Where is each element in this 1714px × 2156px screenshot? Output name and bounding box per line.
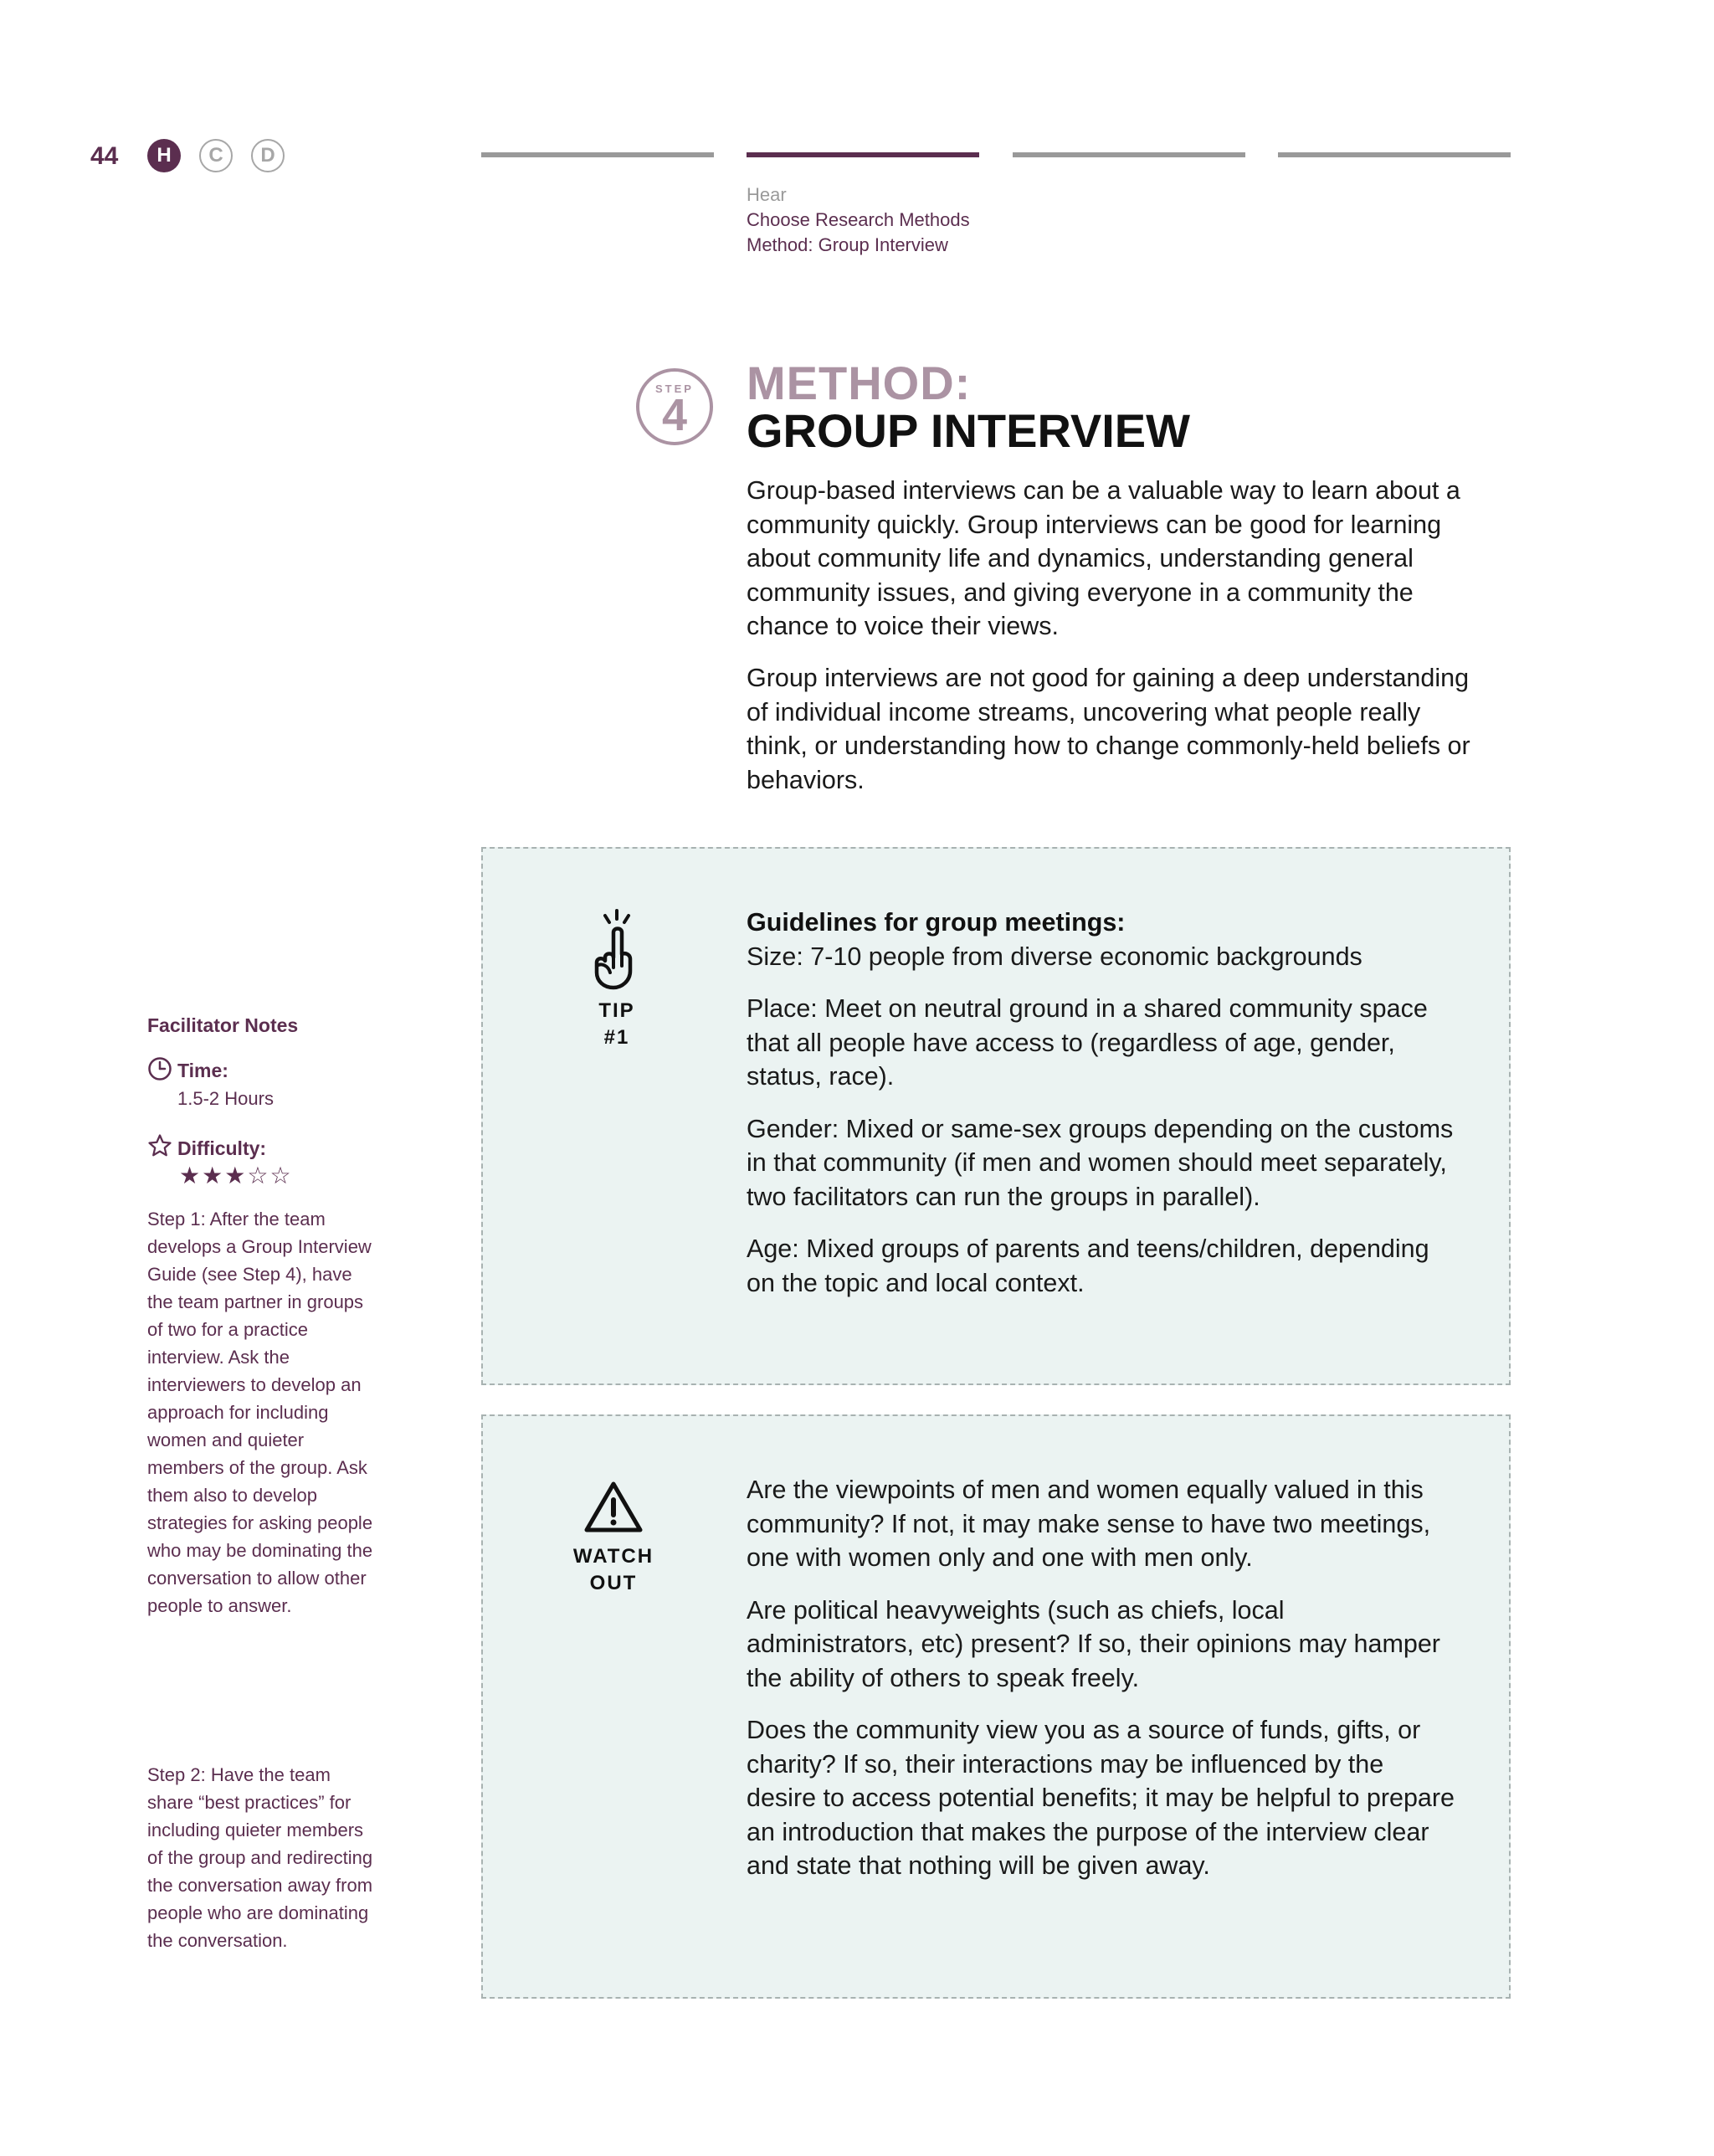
star-empty-icon: ☆ (269, 1163, 291, 1188)
watch-out-paragraph-1: Are the viewpoints of men and women equally valued in this community? If not, it may make sense to have two meetings, one with women only and one with men only. (747, 1476, 1431, 1572)
star-filled-icon: ★ (179, 1163, 201, 1188)
progress-segment-4 (1278, 152, 1511, 157)
tip-label-line2: #1 (603, 1026, 630, 1049)
watch-out-paragraph-2: Are political heavyweights (such as chiefs, local administrators, etc) present? If so, their opinions may hamper the ability of others to speak freely. (747, 1595, 1440, 1692)
hcd-badge-hear: H (147, 139, 181, 172)
facilitator-step-1: Step 1: After the team develops a Group Interview Guide (see Step 4), have the team partner in groups of two for a practice interview. Ask the interviewers to develop an approach for including women and quieter members of the group. Ask them also to develop strategies for asking people who may be dominating the conversation to allow other people to answer. (147, 1209, 373, 1616)
tip-label (558, 998, 675, 1051)
progress-segment-2-active (747, 152, 979, 157)
tip-gender: Gender: Mixed or same-sex groups depending on the customs in that community (if men and women should meet separately, two facilitators can run the groups in parallel). (747, 1114, 1454, 1211)
star-filled-icon: ★ (202, 1163, 223, 1188)
facilitator-step-2: Step 2: Have the team share “best practices” for including quieter members of the group and redirecting the conversation away from people who are dominating the conversation. (147, 1764, 373, 1951)
page-number: 44 (90, 142, 119, 170)
progress-segment-1 (481, 152, 714, 157)
tip-label-line1: TIP (598, 999, 635, 1022)
step-word: STEP (655, 382, 694, 395)
watch-out-label (547, 1543, 680, 1597)
breadcrumb-page: Method: Group Interview (747, 234, 948, 255)
difficulty-label: Difficulty: (177, 1137, 267, 1159)
tip-content (747, 906, 1458, 1300)
star-filled-icon: ★ (224, 1163, 246, 1188)
breadcrumb-phase: Hear (747, 184, 787, 205)
watch-out-label-line2: OUT (589, 1572, 638, 1594)
hcd-badge-create: C (199, 139, 233, 172)
tip-place: Place: Meet on neutral ground in a shared community space that all people have access to (regardless of age, gender, status, race). (747, 994, 1428, 1091)
intro-paragraph-2: Group interviews are not good for gaining a deep understanding of individual income streams, uncovering what people really think, or understanding how to change commonly-held beliefs or behaviors. (747, 664, 1470, 794)
intro-paragraph-1: Group-based interviews can be a valuable way to learn about a community quickly. Group interviews can be good for learning about community life and dynamics, understanding general community issues, and giving everyone in a community the chance to voice their views. (747, 476, 1460, 640)
tip-box (481, 847, 1511, 1385)
facilitator-notes-heading: Facilitator Notes (147, 1014, 299, 1036)
tip-heading: Guidelines for group meetings: (747, 908, 1126, 937)
pointing-finger-icon (582, 907, 652, 991)
step-number: 4 (661, 390, 688, 440)
difficulty-rating (179, 1163, 293, 1188)
breadcrumb-section: Choose Research Methods (747, 209, 970, 230)
watch-out-paragraph-3: Does the community view you as a source of funds, gifts, or charity? If so, their interactions may be influenced by the desire to access potential benefits; it may be helpful to prepare an introduction that makes the purpose of the interview clear and state that nothing will be given away. (747, 1716, 1455, 1880)
star-outline-icon (147, 1133, 174, 1160)
step-badge (636, 368, 713, 445)
progress-segment-3 (1013, 152, 1245, 157)
watch-out-label-line1: WATCH (572, 1545, 654, 1568)
hcd-badge-deliver: D (251, 139, 285, 172)
time-label: Time: (177, 1060, 228, 1081)
warning-triangle-icon (583, 1480, 644, 1535)
tip-age: Age: Mixed groups of parents and teens/children, depending on the topic and local context. (747, 1235, 1429, 1297)
star-empty-icon: ☆ (247, 1163, 269, 1188)
page-title: GROUP INTERVIEW (747, 404, 1191, 457)
clock-icon (147, 1056, 176, 1085)
breadcrumb (747, 182, 970, 258)
time-value: 1.5-2 Hours (177, 1088, 274, 1109)
tip-size: Size: 7-10 people from diverse economic backgrounds (747, 942, 1362, 971)
watch-out-box (481, 1414, 1511, 1999)
method-label: METHOD: (747, 357, 972, 409)
watch-out-content (747, 1473, 1458, 1883)
